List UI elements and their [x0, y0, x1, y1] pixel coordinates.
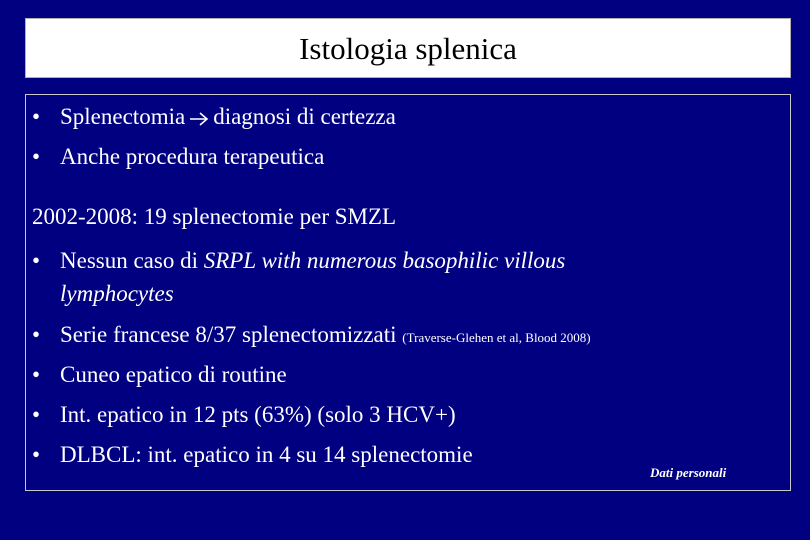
- bullet-nessun-italic-a: SRPL with numerous basophilic villous: [203, 248, 566, 273]
- bullet-3: •: [32, 248, 41, 273]
- bullet-splenectomia: [60, 103, 396, 131]
- title-box: [25, 18, 791, 78]
- bullet-nessun-italic-b: lymphocytes: [60, 281, 174, 306]
- arrow-right-icon: [189, 111, 209, 127]
- content-box: [25, 94, 791, 491]
- bullet-6: •: [32, 402, 41, 427]
- bullet-procedura: Anche procedura terapeutica: [60, 144, 325, 169]
- bullet-1: •: [32, 104, 41, 129]
- bullet-7: •: [32, 442, 41, 467]
- bullet-nessun-caso: [60, 247, 565, 275]
- bullet-int-epatico: Int. epatico in 12 pts (63%) (solo 3 HCV+): [60, 402, 456, 427]
- bullet-2: •: [32, 144, 41, 169]
- bullet-splenectomia-text: Splenectomia: [60, 104, 186, 129]
- slide-title: Istologia splenica: [299, 31, 517, 66]
- bullet-cuneo: Cuneo epatico di routine: [60, 362, 287, 387]
- section-heading: 2002-2008: 19 splenectomie per SMZL: [32, 204, 397, 229]
- bullet-5: •: [32, 362, 41, 387]
- bullet-dlbcl: DLBCL: int. epatico in 4 su 14 splenectomie: [60, 442, 473, 467]
- footnote: Dati personali: [650, 465, 727, 480]
- bullet-4: •: [32, 322, 41, 347]
- bullet-diagnosi-text: diagnosi di certezza: [213, 104, 396, 129]
- bullet-serie-text: Serie francese 8/37 splenectomizzati: [60, 322, 403, 347]
- bullet-nessun-continuation: [60, 280, 174, 308]
- bullet-nessun-prefix: Nessun caso di: [60, 248, 204, 273]
- bullet-serie-francese: [60, 321, 591, 352]
- citation: (Traverse-Glehen et al, Blood 2008): [402, 330, 591, 345]
